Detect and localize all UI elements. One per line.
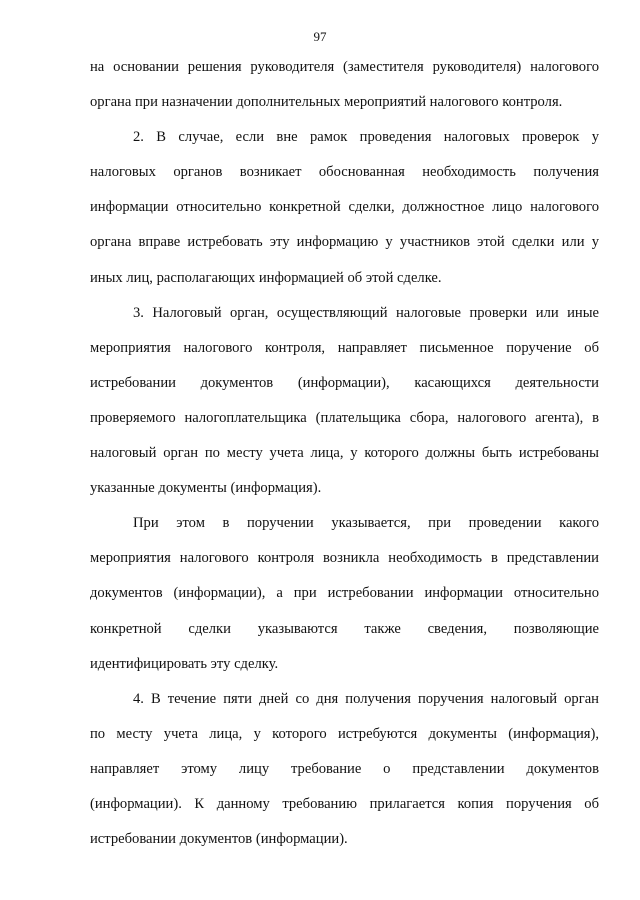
text-line: истребовании документов (информации), касающихся деятельности: [90, 374, 599, 391]
text-line: органа вправе истребовать эту информацию у участников этой сделки или у: [90, 234, 599, 251]
text-line: указанные документы (информация).: [90, 480, 322, 497]
document-body: [90, 50, 599, 857]
text-line: иных лиц, располагающих информацией об этой сделке.: [90, 269, 442, 286]
paragraph-first-line: 3. Налоговый орган, осуществляющий налоговые проверки или иные: [133, 304, 599, 321]
text-line: на основании решения руководителя (заместителя руководителя) налогового: [90, 59, 599, 75]
text-line: по месту учета лица, у которого истребуются документы (информация),: [90, 725, 599, 742]
paragraph-first-line: 2. В случае, если вне рамок проведения налоговых проверок у: [133, 129, 599, 146]
paragraph-first-line: При этом в поручении указывается, при проведении какого: [133, 515, 599, 532]
text-line: документов (информации), а при истребовании информации относительно: [90, 585, 599, 602]
text-line: мероприятия налогового контроля возникла необходимость в представлении: [90, 550, 599, 567]
paragraph-first-line: 4. В течение пяти дней со дня получения поручения налоговый орган: [133, 690, 599, 707]
text-line: мероприятия налогового контроля, направляет письменное поручение об: [90, 339, 599, 356]
text-line: налоговый орган по месту учета лица, у которого должны быть истребованы: [90, 445, 599, 462]
text-line: (информации). К данному требованию прилагается копия поручения об: [90, 795, 599, 812]
text-line: идентифицировать эту сделку.: [90, 655, 279, 672]
text-line: органа при назначении дополнительных мероприятий налогового контроля.: [90, 94, 563, 111]
text-line: направляет этому лицу требование о представлении документов: [90, 760, 599, 777]
page-number: 97: [313, 29, 327, 44]
text-line: налоговых органов возникает обоснованная необходимость получения: [90, 164, 599, 181]
text-line: истребовании документов (информации).: [90, 831, 348, 848]
text-line: информации относительно конкретной сделки, должностное лицо налогового: [90, 199, 599, 216]
text-line: конкретной сделки указываются также сведения, позволяющие: [90, 620, 599, 637]
text-line: проверяемого налогоплательщика (плательщика сбора, налогового агента), в: [90, 409, 599, 426]
